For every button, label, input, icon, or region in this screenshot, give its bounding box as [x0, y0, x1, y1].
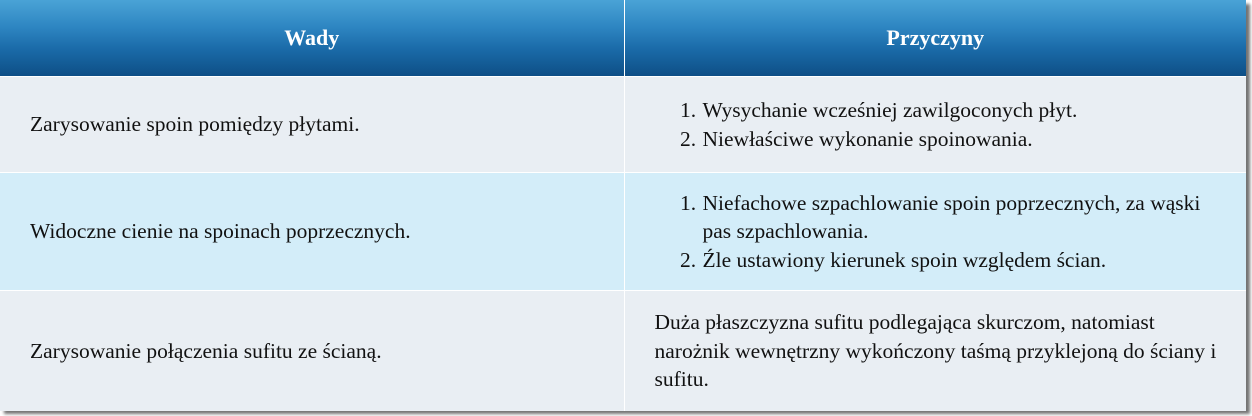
table-row	[0, 291, 1246, 411]
cause-item: 2. Źle ustawiony kierunek spoin względem ścian.	[702, 246, 1227, 274]
cause-item: 2. Niewłaściwe wykonanie spoinowania.	[702, 125, 1227, 153]
cause-text: Duża płaszczyzna sufitu podlegająca skurczom, natomiast narożnik wewnętrzny wykończony taśmą przyklejoną do ściany i sufitu.	[654, 310, 1217, 391]
defect-cell: Widoczne cienie na spoinach poprzecznych.	[0, 173, 624, 291]
table-row	[0, 173, 1246, 291]
cause-item: 1. Niefachowe szpachlowanie spoin poprzecznych, za wąski pas szpachlowania.	[702, 189, 1227, 246]
header-defects: Wady	[0, 0, 624, 77]
causes-cell	[624, 77, 1246, 173]
table-header-row	[0, 0, 1246, 77]
header-causes: Przyczyny	[624, 0, 1246, 77]
defect-cell: Zarysowanie spoin pomiędzy płytami.	[0, 77, 624, 173]
causes-list	[655, 96, 1227, 153]
cause-item: 1. Wysychanie wcześniej zawilgoconych płyt.	[702, 96, 1227, 124]
causes-list	[655, 189, 1227, 274]
causes-cell	[624, 173, 1246, 291]
defect-cell: Zarysowanie połączenia sufitu ze ścianą.	[0, 291, 624, 411]
causes-cell	[624, 291, 1246, 411]
table-row	[0, 77, 1246, 173]
